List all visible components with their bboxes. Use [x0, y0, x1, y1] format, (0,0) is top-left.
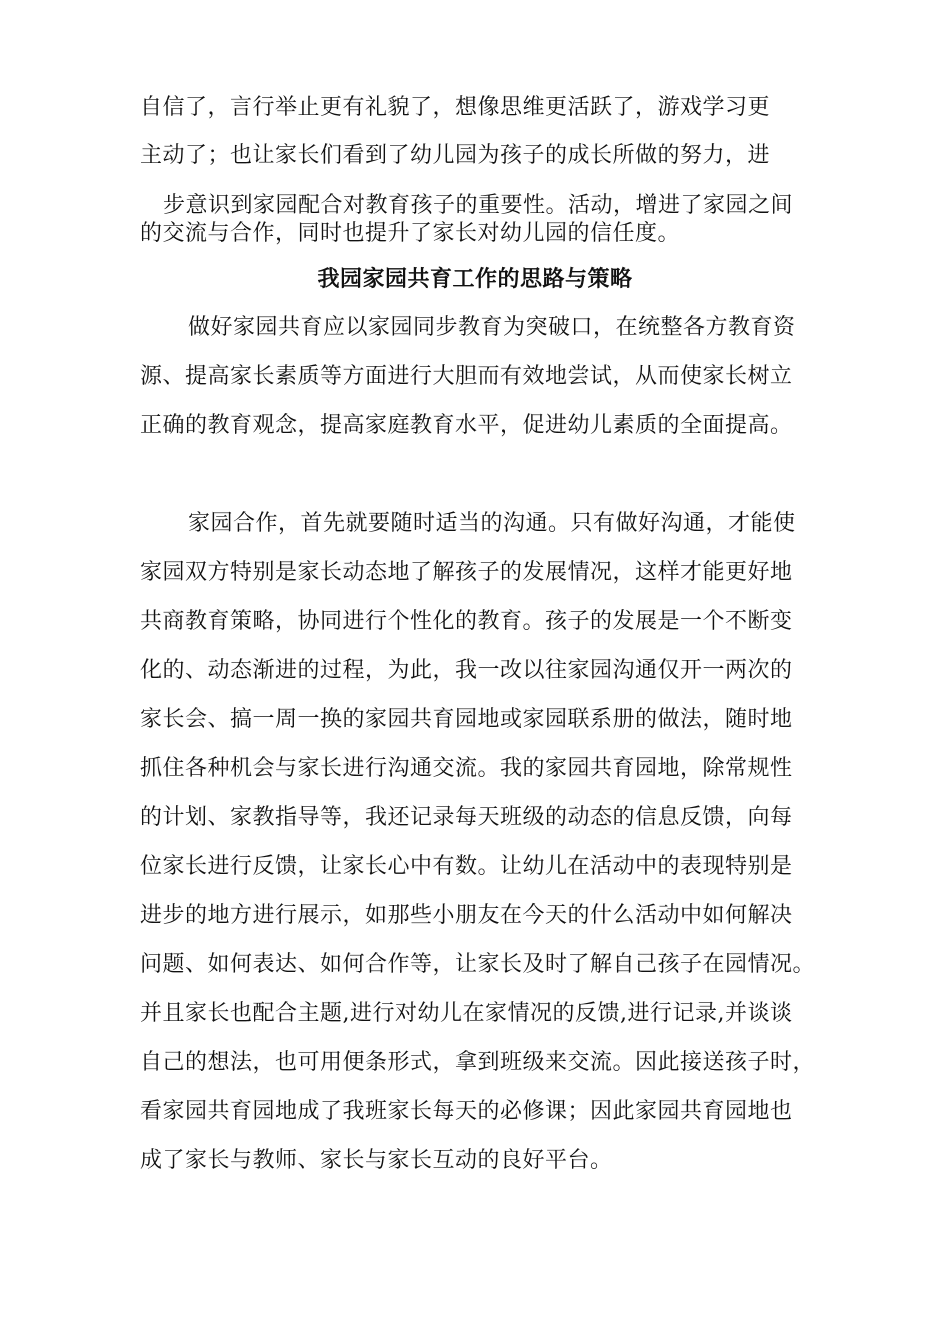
para2-line-8: 位家长进行反馈，让家长心中有数。让幼儿在活动中的表现特别是: [140, 854, 793, 879]
intro-line-1: 自信了，言行举止更有礼貌了，想像思维更活跃了，游戏学习更: [140, 95, 771, 120]
para2-line-1: 家园合作，首先就要随时适当的沟通。只有做好沟通，才能使: [188, 511, 796, 536]
para2-line-10: 问题、如何表达、如何合作等，让家长及时了解自己孩子在园情况。: [140, 952, 816, 977]
intro-line-2: 主动了；也让家长们看到了幼儿园为孩子的成长所做的努力，进: [140, 143, 771, 168]
para2-line-11: 并且家长也配合主题,进行对幼儿在家情况的反馈,进行记录,并谈谈: [140, 1001, 793, 1026]
section-heading: 我园家园共育工作的思路与策略: [317, 267, 633, 292]
para2-line-13: 看家园共育园地成了我班家长每天的必修课；因此家园共育园地也: [140, 1099, 793, 1124]
para2-line-14: 成了家长与教师、家长与家长互动的良好平台。: [140, 1148, 613, 1173]
para2-line-4: 化的、动态渐进的过程，为此，我一改以往家园沟通仅开一两次的: [140, 658, 793, 683]
para1-line-2: 源、提高家长素质等方面进行大胆而有效地尝试，从而使家长树立: [140, 364, 793, 389]
para2-line-5: 家长会、搞一周一换的家园共育园地或家园联系册的做法，随时地: [140, 707, 793, 732]
intro-line-3: 步意识到家园配合对教育孩子的重要性。活动，增进了家园之间: [163, 193, 794, 218]
para1-line-1: 做好家园共育应以家园同步教育为突破口，在统整各方教育资: [188, 315, 796, 340]
intro-line-4: 的交流与合作，同时也提升了家长对幼儿园的信任度。: [140, 221, 681, 246]
para2-line-2: 家园双方特别是家长动态地了解孩子的发展情况，这样才能更好地: [140, 560, 793, 585]
para2-line-12: 自己的想法，也可用便条形式，拿到班级来交流。因此接送孩子时，: [140, 1050, 816, 1075]
para1-line-3: 正确的教育观念，提高家庭教育水平，促进幼儿素质的全面提高。: [140, 413, 793, 438]
para2-line-7: 的计划、家教指导等，我还记录每天班级的动态的信息反馈，向每: [140, 805, 793, 830]
para2-line-6: 抓住各种机会与家长进行沟通交流。我的家园共育园地，除常规性: [140, 756, 793, 781]
para2-line-9: 进步的地方进行展示，如那些小朋友在今天的什么活动中如何解决: [140, 903, 793, 928]
para2-line-3: 共商教育策略，协同进行个性化的教育。孩子的发展是一个不断变: [140, 609, 793, 634]
